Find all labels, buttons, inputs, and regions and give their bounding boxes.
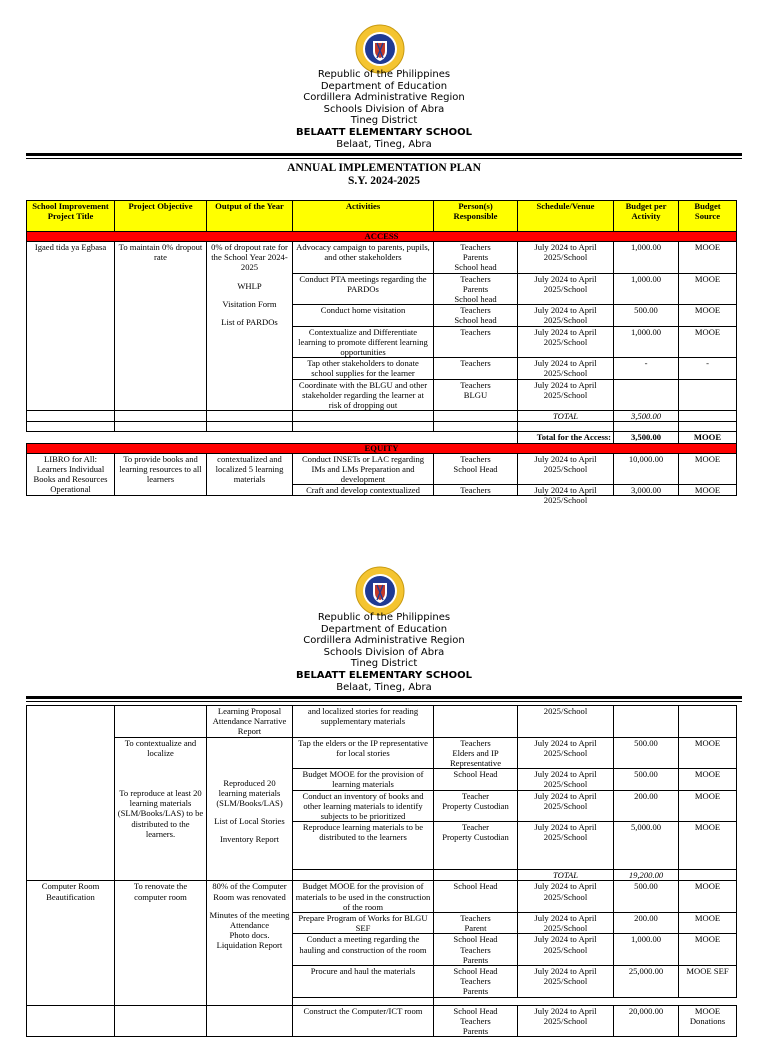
person: School Head bbox=[453, 966, 498, 977]
table-row bbox=[27, 706, 737, 738]
persons-cell bbox=[434, 273, 518, 305]
source-cell: MOOE Donations bbox=[679, 1005, 737, 1037]
activity-cell: Prepare Program of Works for BLGU SEF bbox=[293, 913, 434, 934]
objective-text: To contextualize and localize bbox=[124, 737, 197, 758]
source-cell: MOOE bbox=[679, 913, 737, 934]
person: Teachers bbox=[460, 379, 491, 390]
person: Parents bbox=[462, 283, 489, 294]
persons-cell bbox=[434, 822, 518, 870]
school-address: Belaat, Tineg, Abra bbox=[336, 138, 432, 150]
persons-cell bbox=[434, 706, 518, 738]
header-line-region: Cordillera Administrative Region bbox=[303, 635, 465, 647]
project-title-cell: LIBRO for All: Learners Individual Books and Resources Operational bbox=[27, 453, 115, 496]
source-cell: MOOE bbox=[679, 453, 737, 485]
person: Parents bbox=[462, 1026, 489, 1037]
activity-cell: Conduct home visitation bbox=[293, 305, 434, 326]
schedule-cell: July 2024 to April 2025/School bbox=[518, 913, 614, 934]
schedule-cell: July 2024 to April 2025/School bbox=[518, 934, 614, 966]
person: Representative bbox=[449, 758, 502, 769]
project-title-cell: Computer Room Beautification bbox=[27, 881, 115, 1005]
person: School Head bbox=[453, 1005, 498, 1016]
schedule-cell: July 2024 to April 2025/School bbox=[518, 379, 614, 411]
col-header-source: Budget Source bbox=[679, 201, 737, 232]
section-label-access: ACCESS bbox=[27, 232, 737, 242]
person: Elders and IP bbox=[452, 747, 499, 758]
budget-cell: 500.00 bbox=[614, 737, 679, 769]
output-cell bbox=[207, 242, 293, 411]
header-line-district: Tineg District bbox=[350, 115, 418, 127]
person: Teachers bbox=[460, 242, 491, 252]
project-title-cell bbox=[27, 706, 115, 881]
table-row bbox=[27, 453, 737, 485]
output-item: Inventory Report bbox=[220, 834, 279, 845]
header-line-republic: Republic of the Philippines bbox=[317, 612, 451, 623]
budget-cell: 1,000.00 bbox=[614, 934, 679, 966]
schedule-cell: July 2024 to April 2025/School bbox=[518, 326, 614, 358]
source-cell: MOOE bbox=[679, 305, 737, 326]
source-cell: MOOE bbox=[679, 737, 737, 769]
activity-cell: Budget MOOE for the provision of materials to be used in the construction of the room bbox=[293, 881, 434, 913]
header-line-region: Cordillera Administrative Region bbox=[303, 92, 465, 104]
table-row bbox=[27, 1005, 737, 1037]
header-line-division: Schools Division of Abra bbox=[323, 103, 445, 115]
table-row bbox=[27, 242, 737, 274]
col-header-output: Output of the Year bbox=[207, 201, 293, 232]
schedule-cell: July 2024 to April 2025/School bbox=[518, 453, 614, 485]
col-header-activities: Activities bbox=[293, 201, 434, 232]
output-item: List of Local Stories bbox=[214, 816, 285, 827]
source-cell: MOOE bbox=[679, 485, 737, 496]
source-cell: MOOE bbox=[679, 769, 737, 790]
total-label: TOTAL bbox=[518, 411, 614, 422]
schedule-cell: July 2024 to April 2025/School bbox=[518, 273, 614, 305]
schedule-cell: 2025/School bbox=[518, 706, 614, 738]
output-item: Photo docs. bbox=[229, 930, 270, 941]
persons-cell bbox=[434, 242, 518, 274]
budget-cell bbox=[614, 706, 679, 738]
schedule-cell: July 2024 to April 2025/School bbox=[518, 881, 614, 913]
budget-cell: 5,000.00 bbox=[614, 822, 679, 870]
source-cell: MOOE bbox=[679, 822, 737, 870]
activity-cell: Conduct PTA meetings regarding the PARDOs bbox=[293, 273, 434, 305]
output-item: 80% of the Computer Room was renovated bbox=[212, 881, 287, 902]
subtotal-row bbox=[27, 411, 737, 422]
school-name: BELAATT ELEMENTARY SCHOOL bbox=[295, 669, 472, 681]
person: Parents bbox=[462, 252, 489, 263]
output-item: Reproduced 20 learning materials (SLM/Books/LAS) bbox=[216, 777, 283, 809]
budget-cell: 200.00 bbox=[614, 913, 679, 934]
school-name: BELAATT ELEMENTARY SCHOOL bbox=[295, 126, 472, 138]
objective-cell: To provide books and learning resources to all learners bbox=[115, 453, 207, 496]
source-cell: MOOE SEF bbox=[679, 966, 737, 998]
schedule-cell: July 2024 to April 2025/School bbox=[518, 790, 614, 822]
budget-cell: 500.00 bbox=[614, 769, 679, 790]
table-header-row bbox=[27, 201, 737, 232]
activity-cell: Conduct an inventory of books and other learning materials to identify subjects to be prioritized bbox=[293, 790, 434, 822]
person: Teachers bbox=[460, 976, 491, 987]
section-label-equity: EQUITY bbox=[27, 443, 737, 453]
schedule-text: July 2024 to April 2025/School bbox=[534, 485, 597, 506]
schedule-cell: July 2024 to April 2025/School bbox=[518, 966, 614, 998]
person: Teachers bbox=[460, 273, 491, 284]
persons-cell: School Head bbox=[434, 881, 518, 913]
person: BLGU bbox=[463, 389, 488, 400]
objective-cell bbox=[115, 737, 207, 881]
activity-cell: Reproduce learning materials to be distributed to the learners bbox=[293, 822, 434, 870]
budget-cell: 25,000.00 bbox=[614, 966, 679, 998]
output-item: WHLP bbox=[237, 280, 262, 291]
output-cell: Learning Proposal Attendance Narrative Report bbox=[207, 706, 293, 738]
source-cell: MOOE bbox=[679, 326, 737, 358]
col-header-project: School Improvement Project Title bbox=[27, 201, 115, 232]
activity-cell: Construct the Computer/ICT room bbox=[293, 1005, 434, 1037]
person: Parents bbox=[462, 986, 489, 997]
header-rule-thin bbox=[26, 701, 742, 702]
output-item: List of PARDOs bbox=[221, 317, 278, 328]
person: Teachers bbox=[460, 737, 491, 748]
grand-total-source: MOOE bbox=[679, 432, 737, 443]
activity-cell: Craft and develop contextualized bbox=[293, 485, 434, 496]
person: School Head bbox=[453, 463, 498, 474]
source-cell: MOOE bbox=[679, 242, 737, 274]
budget-cell: 10,000.00 bbox=[614, 453, 679, 485]
persons-cell bbox=[434, 913, 518, 934]
source-cell: MOOE bbox=[679, 273, 737, 305]
budget-cell: 1,000.00 bbox=[614, 273, 679, 305]
spacer-row bbox=[27, 422, 737, 432]
grand-total-label: Total for the Access: bbox=[518, 432, 614, 443]
activity-cell: Conduct INSETs or LAC regarding IMs and LMs Preparation and development bbox=[293, 453, 434, 485]
header-line-department: Department of Education bbox=[320, 623, 448, 635]
person: Teachers bbox=[460, 453, 491, 464]
activity-cell: Advocacy campaign to parents, pupils, and other stakeholders bbox=[293, 242, 434, 274]
source-cell bbox=[679, 706, 737, 738]
title-school-year: S.Y. 2024-2025 bbox=[347, 175, 421, 187]
person: School head bbox=[454, 315, 497, 326]
source-cell: MOOE bbox=[679, 934, 737, 966]
school-address: Belaat, Tineg, Abra bbox=[336, 681, 432, 693]
header-rule bbox=[26, 153, 742, 156]
output-item: Minutes of the meeting bbox=[209, 909, 290, 920]
person: School head bbox=[454, 294, 497, 305]
persons-cell bbox=[434, 379, 518, 411]
col-header-persons: Person(s) Responsible bbox=[434, 201, 518, 232]
budget-cell: 200.00 bbox=[614, 790, 679, 822]
persons-cell: Teachers bbox=[434, 485, 518, 496]
title-main: ANNUAL IMPLEMENTATION PLAN bbox=[287, 162, 481, 174]
budget-cell: 500.00 bbox=[614, 305, 679, 326]
objective-cell: To maintain 0% dropout rate bbox=[115, 242, 207, 411]
activity-cell: and localized stories for reading supplementary materials bbox=[293, 706, 434, 738]
schedule-cell: July 2024 to April 2025/School bbox=[518, 1005, 614, 1037]
output-cell: contextualized and localized 5 learning materials bbox=[207, 453, 293, 496]
objective-cell: To renovate the computer room bbox=[115, 881, 207, 1005]
persons-cell: School Head bbox=[434, 769, 518, 790]
header-line-division: Schools Division of Abra bbox=[323, 646, 445, 658]
total-value: 3,500.00 bbox=[614, 411, 679, 422]
persons-cell bbox=[434, 305, 518, 326]
person: School head bbox=[454, 262, 497, 273]
schedule-cell: July 2024 to April 2025/School bbox=[518, 769, 614, 790]
person: Teachers bbox=[460, 1015, 491, 1026]
deped-seal-icon bbox=[355, 24, 405, 74]
schedule-cell: July 2024 to April 2025/School bbox=[518, 242, 614, 274]
budget-cell: 500.00 bbox=[614, 881, 679, 913]
person: Teachers bbox=[460, 305, 491, 316]
person: School Head bbox=[453, 934, 498, 945]
implementation-plan-table-continued bbox=[26, 705, 737, 1037]
persons-cell bbox=[434, 453, 518, 485]
person: Property Custodian bbox=[442, 832, 509, 843]
document-title bbox=[0, 162, 768, 188]
letterhead bbox=[0, 69, 768, 150]
col-header-schedule: Schedule/Venue bbox=[518, 201, 614, 232]
project-title-cell: Igaed tida ya Egbasa bbox=[27, 242, 115, 411]
persons-cell bbox=[434, 737, 518, 769]
budget-cell bbox=[614, 379, 679, 411]
schedule-cell bbox=[518, 485, 614, 506]
person: Parent bbox=[464, 923, 487, 934]
schedule-cell: July 2024 to April 2025/School bbox=[518, 737, 614, 769]
header-line-republic: Republic of the Philippines bbox=[317, 69, 451, 80]
budget-cell: - bbox=[614, 358, 679, 379]
schedule-cell: July 2024 to April 2025/School bbox=[518, 305, 614, 326]
output-cell bbox=[207, 881, 293, 1005]
persons-cell bbox=[434, 790, 518, 822]
output-cell bbox=[207, 737, 293, 881]
person: Teachers bbox=[460, 358, 491, 369]
person: Parents bbox=[462, 954, 489, 965]
persons-cell bbox=[434, 358, 518, 379]
person: Property Custodian bbox=[442, 800, 509, 811]
header-line-district: Tineg District bbox=[350, 658, 418, 670]
budget-cell: 20,000.00 bbox=[614, 1005, 679, 1037]
table-row bbox=[27, 881, 737, 913]
persons-cell bbox=[434, 1005, 518, 1037]
source-cell: MOOE bbox=[679, 881, 737, 913]
table-row bbox=[27, 737, 737, 769]
section-access bbox=[27, 232, 737, 242]
output-item: 0% of dropout rate for the School Year 2024-2025 bbox=[211, 242, 288, 273]
person: Teacher bbox=[461, 822, 490, 833]
budget-cell: 3,000.00 bbox=[614, 485, 679, 496]
activity-cell: Tap the elders or the IP representative for local stories bbox=[293, 737, 434, 769]
source-cell: - bbox=[679, 358, 737, 379]
activity-cell: Budget MOOE for the provision of learning materials bbox=[293, 769, 434, 790]
persons-cell bbox=[434, 934, 518, 966]
total-label: TOTAL bbox=[518, 870, 614, 881]
activity-cell: Procure and haul the materials bbox=[293, 966, 434, 998]
activity-cell: Conduct a meeting regarding the hauling and construction of the room bbox=[293, 934, 434, 966]
person: Teachers bbox=[460, 944, 491, 955]
header-line-department: Department of Education bbox=[320, 80, 448, 92]
header-rule bbox=[26, 696, 742, 699]
col-header-budget: Budget per Activity bbox=[614, 201, 679, 232]
output-item: Liquidation Report bbox=[216, 940, 283, 951]
grand-total-value: 3,500.00 bbox=[614, 432, 679, 443]
letterhead bbox=[0, 612, 768, 693]
grand-total-row bbox=[27, 432, 737, 443]
objective-text: To reproduce at least 20 learning materials (SLM/Books/LAS) to be distributed to the learners. bbox=[117, 788, 204, 839]
person: Teachers bbox=[460, 326, 491, 337]
activity-cell: Contextualize and Differentiate learning to promote different learning opportunities bbox=[293, 326, 434, 358]
budget-cell: 1,000.00 bbox=[614, 326, 679, 358]
col-header-objective: Project Objective bbox=[115, 201, 207, 232]
page-2 bbox=[0, 560, 768, 1037]
deped-seal-icon bbox=[355, 566, 405, 616]
schedule-cell: July 2024 to April 2025/School bbox=[518, 358, 614, 379]
activity-cell: Tap other stakeholders to donate school supplies for the learner bbox=[293, 358, 434, 379]
budget-cell: 1,000.00 bbox=[614, 242, 679, 274]
implementation-plan-table bbox=[26, 200, 737, 506]
source-cell bbox=[679, 379, 737, 411]
objective-cell bbox=[115, 706, 207, 738]
section-equity bbox=[27, 443, 737, 453]
header-rule-thin bbox=[26, 158, 742, 159]
output-item: Attendance bbox=[229, 920, 270, 931]
persons-cell bbox=[434, 326, 518, 358]
schedule-cell: July 2024 to April 2025/School bbox=[518, 822, 614, 870]
persons-cell bbox=[434, 966, 518, 998]
source-cell: MOOE bbox=[679, 790, 737, 822]
person: Teacher bbox=[461, 790, 490, 801]
output-item: Visitation Form bbox=[222, 298, 277, 309]
activity-cell: Coordinate with the BLGU and other stakeholder regarding the learner at risk of dropping out bbox=[293, 379, 434, 411]
total-value: 19,200.00 bbox=[614, 870, 679, 881]
person: Teachers bbox=[460, 913, 491, 924]
